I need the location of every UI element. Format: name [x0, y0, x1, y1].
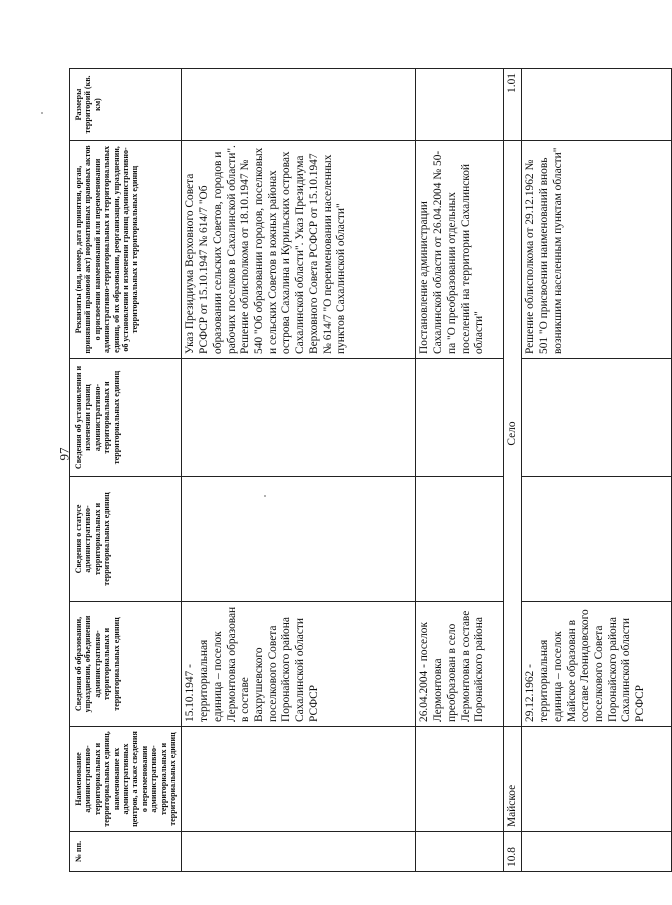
- cell-formation: 29.12.1962 - территориальная единица – поселок Майское образован в составе Леонидовского поселкового Совета Поронайского района Сахалинской области РСФСР: [522, 602, 672, 727]
- table-header-row: [70, 69, 182, 872]
- registry-table-wrapper: [69, 69, 647, 872]
- cell-status: [416, 477, 504, 602]
- cell-number: [416, 832, 504, 872]
- cell-boundaries: [182, 359, 416, 477]
- table-row: [416, 69, 504, 872]
- cell-area: [182, 69, 416, 141]
- cell-number: [522, 832, 672, 872]
- header-area: Размеры территорий (кв. км): [70, 69, 182, 141]
- header-status: Сведения о статусе административно-территориальных и территориальных единиц: [70, 477, 182, 602]
- page-number: 97: [56, 447, 72, 461]
- cell-name: [522, 727, 672, 832]
- table-row: [504, 69, 522, 872]
- cell-formation: 26.04.2004 - поселок Лермонтовка преобразован в село Лермонтовка в составе Поронайского района: [416, 602, 504, 727]
- header-number: № пп.: [70, 832, 182, 872]
- cell-number: 10.8: [504, 832, 522, 872]
- cell-number: [182, 832, 416, 872]
- cell-formation: 15.10.1947 - территориальная единица – поселок Лермонтовка образован в составе Вахрушевского поселкового Совета Поронайского района Сахалинской области РСФСР: [182, 602, 416, 727]
- scan-speck: [41, 112, 43, 114]
- cell-area: [522, 69, 672, 141]
- cell-status: Село: [504, 141, 522, 727]
- cell-legal-acts: Постановление администрации Сахалинской области от 26.04.2004 № 50-па "О преобразовании отдельных поселений на территории Сахалинской области": [416, 141, 504, 359]
- cell-area: 1.01: [504, 69, 522, 141]
- header-name: Наименование административно-территориальных и территориальных единиц, наименование их административных центров, а также сведения о переименовании административно-территориальных и территориальных единиц: [70, 727, 182, 832]
- cell-status: [182, 477, 416, 602]
- cell-name: Майское: [504, 727, 522, 832]
- cell-name: [416, 727, 504, 832]
- registry-table: [69, 68, 672, 872]
- cell-area: [416, 69, 504, 141]
- scan-speck: [264, 495, 266, 497]
- cell-boundaries: [522, 359, 672, 477]
- table-row: [182, 69, 416, 872]
- cell-legal-acts: Решение облисполкома от 29.12.1962 № 501 "О присвоении наименований вновь возникшим населенным пунктам области": [522, 141, 672, 359]
- header-boundaries: Сведения об установлении и изменении границ административно-территориальных и территориальных единиц: [70, 359, 182, 477]
- cell-name: [182, 727, 416, 832]
- header-formation: Сведения об образовании, упразднении, объединении административно-территориальных и территориальных единиц: [70, 602, 182, 727]
- cell-legal-acts: Указ Президиума Верховного Совета РСФСР от 15.10.1947 № 614/7 "Об образовании сельских Советов, городов и рабочих поселков в Сахалинской области". Решение облисполкома от 18.10.1947 № 540 "Об образовании городов, поселковых и сельских Советов в южных районах острова Сахалина и Курильских островах Сахалинской области". Указ Президиума Верховного Совета РСФСР от 15.10.1947 № 614/7 "О переименовании населенных пунктов Сахалинской области": [182, 141, 416, 359]
- table-row: [522, 69, 672, 872]
- cell-status: [522, 477, 672, 602]
- cell-boundaries: [416, 359, 504, 477]
- header-legal-acts: Реквизиты (вид, номер, дата принятия, орган, принявший правовой акт) нормативных правовых актов о присвоении наименований или переименовании административно-территориальных и территориальных единиц, об их образовании, реорганизации, упразднении, об установлении и изменении границ административно-территориальных и территориальных единиц: [70, 141, 182, 359]
